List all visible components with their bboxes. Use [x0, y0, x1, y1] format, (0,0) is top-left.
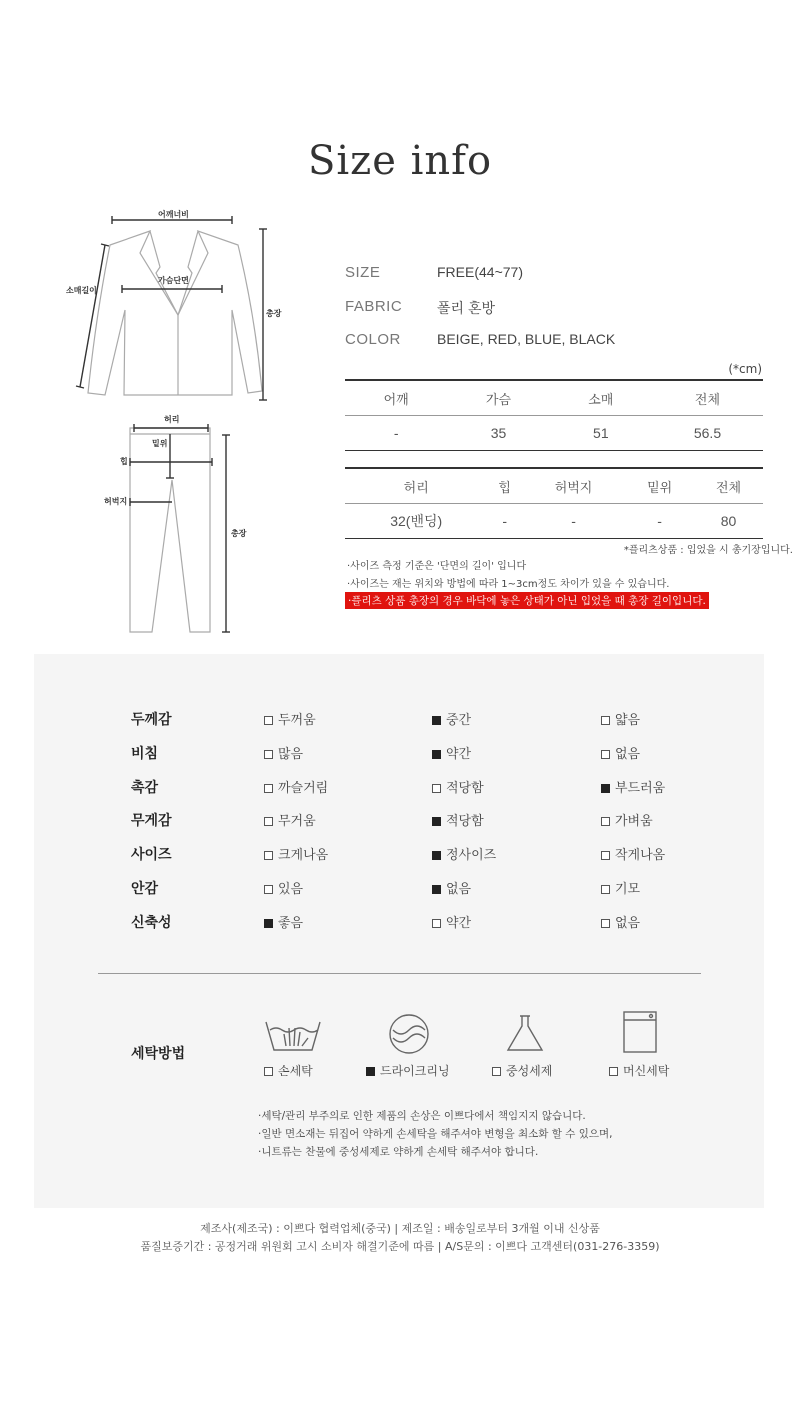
- attribute-option: 얇음: [601, 709, 640, 728]
- machine-wash-icon: [622, 1010, 658, 1054]
- checkbox-icon: [601, 851, 610, 860]
- checkbox-checked-icon: [432, 817, 441, 826]
- attribute-label: 비침: [131, 746, 159, 762]
- top-size-table: [345, 379, 763, 451]
- table-cell: 80: [694, 504, 763, 539]
- spec-color-value: BEIGE, RED, BLUE, BLACK: [437, 331, 616, 347]
- attribute-option: 무거움: [264, 810, 316, 829]
- attribute-label: 사이즈: [131, 847, 172, 863]
- attribute-label: 무게감: [131, 813, 172, 829]
- table-cell: -: [345, 416, 447, 451]
- attribute-option: 부드러움: [601, 777, 665, 796]
- measure-note: ·사이즈 측정 기준은 '단면의 길이' 입니다: [347, 561, 527, 572]
- waist-label: 허리: [164, 415, 180, 424]
- table-cell: -: [522, 504, 625, 539]
- table-header: 가슴: [447, 380, 549, 416]
- pants-diagram: [100, 420, 250, 640]
- checkbox-checked-icon: [432, 750, 441, 759]
- attribute-option: 중간: [432, 709, 471, 728]
- sleeve-label: 소매길이: [66, 286, 97, 295]
- table-header: 밑위: [625, 468, 694, 504]
- shoulder-label: 어깨너비: [158, 210, 189, 219]
- checkbox-icon: [264, 784, 273, 793]
- wash-option-hand: 손세탁: [264, 1062, 313, 1079]
- table-cell: 51: [550, 416, 652, 451]
- pleats-highlight-note: ·플리츠 상품 총장의 경우 바닥에 놓은 상태가 아닌 입었을 때 총장 길이입니다.: [345, 592, 709, 609]
- table-header: 어깨: [345, 380, 447, 416]
- table-header: 전체: [652, 380, 763, 416]
- attribute-option: 없음: [601, 912, 640, 931]
- attribute-option: 약간: [432, 912, 471, 931]
- spec-color-key: COLOR: [345, 331, 401, 348]
- wash-note: ·세탁/관리 부주의로 인한 제품의 손상은 이쁘다에서 책임지지 않습니다.: [258, 1110, 586, 1122]
- thigh-label: 허벅지: [104, 497, 128, 506]
- table-header: 허리: [345, 468, 487, 504]
- wash-note: ·니트류는 찬물에 중성세제로 약하게 손세탁 해주셔야 합니다.: [258, 1146, 539, 1158]
- spec-fabric-value: 폴리 혼방: [437, 300, 495, 316]
- variance-note: ·사이즈는 재는 위치와 방법에 따라 1~3cm정도 차이가 있을 수 있습니다.: [347, 579, 670, 590]
- wash-option-neutral: 중성세제: [492, 1062, 552, 1079]
- table-cell: 35: [447, 416, 549, 451]
- checkbox-icon: [492, 1067, 501, 1076]
- checkbox-icon: [432, 784, 441, 793]
- checkbox-icon: [601, 919, 610, 928]
- checkbox-icon: [609, 1067, 618, 1076]
- hip-label: 힙: [120, 457, 128, 466]
- attribute-option: 까슬거림: [264, 777, 328, 796]
- attribute-option: 정사이즈: [432, 844, 496, 863]
- attribute-option: 없음: [601, 743, 640, 762]
- checkbox-icon: [432, 919, 441, 928]
- attribute-option: 약간: [432, 743, 471, 762]
- bottom-size-table: [345, 467, 763, 539]
- wash-note: ·일반 면소재는 뒤집어 약하게 손세탁을 해주셔야 변형을 최소화 할 수 있으며,: [258, 1128, 613, 1140]
- checkbox-icon: [601, 885, 610, 894]
- rise-label: 밑위: [152, 439, 168, 448]
- checkbox-checked-icon: [432, 716, 441, 725]
- divider: [98, 973, 701, 974]
- checkbox-icon: [264, 750, 273, 759]
- table-cell: -: [625, 504, 694, 539]
- attribute-option: 적당함: [432, 810, 484, 829]
- neutral-detergent-icon: [504, 1014, 546, 1054]
- wash-option-machine: 머신세탁: [609, 1062, 669, 1079]
- attribute-label: 두께감: [131, 712, 172, 728]
- attribute-option: 작게나옴: [601, 844, 665, 863]
- wash-option-dry: 드라이크리닝: [366, 1062, 450, 1079]
- spec-size-key: SIZE: [345, 264, 381, 281]
- attribute-label: 신축성: [131, 915, 172, 931]
- attribute-option: 기모: [601, 878, 640, 897]
- table-header: 전체: [694, 468, 763, 504]
- attribute-label: 안감: [131, 881, 159, 897]
- checkbox-icon: [601, 817, 610, 826]
- attribute-option: 두꺼움: [264, 709, 316, 728]
- checkbox-icon: [264, 885, 273, 894]
- checkbox-icon: [601, 716, 610, 725]
- checkbox-checked-icon: [366, 1067, 375, 1076]
- checkbox-icon: [264, 1067, 273, 1076]
- footer-manufacturer: 제조사(제조국) : 이쁘다 협력업체(중국) | 제조일 : 배송일로부터 3개월 이내 신상품: [200, 1222, 600, 1235]
- attribute-option: 많음: [264, 743, 303, 762]
- attribute-option: 가벼움: [601, 810, 653, 829]
- table-header: 허벅지: [522, 468, 625, 504]
- attribute-option: 있음: [264, 878, 303, 897]
- page-title: Size info: [307, 138, 493, 184]
- pants-length-label: 총장: [231, 529, 247, 538]
- table-cell: -: [487, 504, 521, 539]
- checkbox-checked-icon: [601, 784, 610, 793]
- free-size-note: *플리츠상품 : 입었을 시 총기장입니다.: [623, 545, 793, 556]
- top-length-label: 총장: [266, 309, 282, 318]
- table-header: 소매: [550, 380, 652, 416]
- unit-label: (*cm): [728, 362, 762, 376]
- table-cell: 32(밴딩): [345, 504, 487, 539]
- attribute-option: 좋음: [264, 912, 303, 931]
- spec-size-value: FREE(44~77): [437, 264, 523, 280]
- attribute-label: 촉감: [131, 780, 159, 796]
- jacket-diagram: [60, 205, 300, 405]
- checkbox-checked-icon: [432, 885, 441, 894]
- table-header: 힙: [487, 468, 521, 504]
- checkbox-icon: [264, 851, 273, 860]
- checkbox-checked-icon: [264, 919, 273, 928]
- spec-fabric-key: FABRIC: [345, 298, 403, 315]
- checkbox-icon: [264, 716, 273, 725]
- checkbox-icon: [264, 817, 273, 826]
- hand-wash-icon: [264, 1016, 322, 1056]
- attribute-option: 적당함: [432, 777, 484, 796]
- checkbox-icon: [601, 750, 610, 759]
- chest-label: 가슴단면: [158, 276, 189, 285]
- attribute-option: 없음: [432, 878, 471, 897]
- dry-clean-icon: [387, 1012, 431, 1056]
- attribute-option: 크게나옴: [264, 844, 328, 863]
- checkbox-checked-icon: [432, 851, 441, 860]
- footer-warranty: 품질보증기간 : 공정거래 위원회 고시 소비자 해결기준에 따름 | A/S문의 : 이쁘다 고객센터(031-276-3359): [140, 1240, 660, 1253]
- washing-label: 세탁방법: [131, 1046, 186, 1062]
- table-cell: 56.5: [652, 416, 763, 451]
